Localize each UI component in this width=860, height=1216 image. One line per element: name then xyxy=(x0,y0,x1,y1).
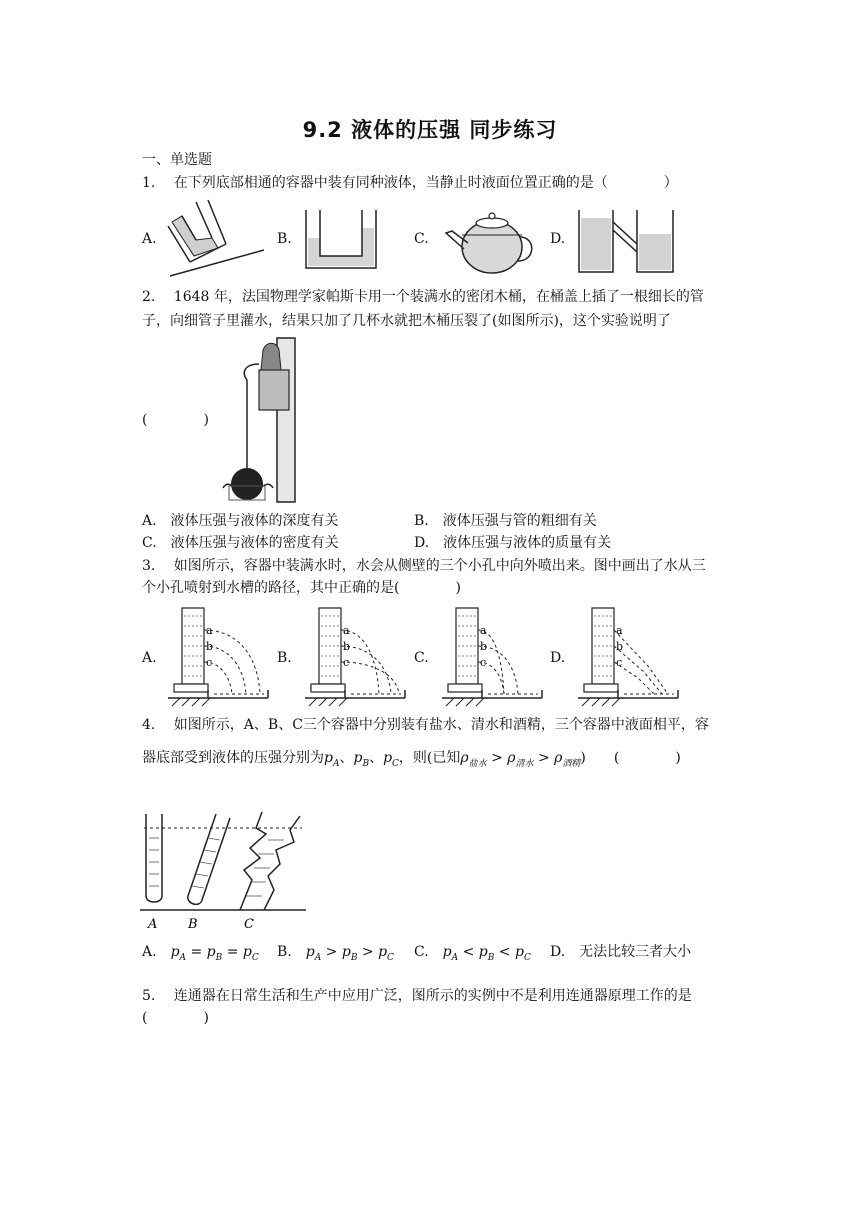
q2-stem-line1: 2. 1648 年，法国物理学家帕斯卡用一个装满水的密闭木桶，在桶盖上插了一根细长的管 xyxy=(142,289,704,305)
hole-label-c: c xyxy=(343,656,350,669)
hole-label-a: a xyxy=(206,624,213,637)
q1-figure-a xyxy=(160,200,270,280)
q4-stem-line2: 器底部受到液体的压强分别为$p_A$、$p_B$、$p_C$，则(已知$\rho_{盐水} > \rho_{清水} > \rho_{酒精}$) ( ) xyxy=(142,750,681,769)
q2-option-b[interactable]: B. 液体压强与管的粗细有关 xyxy=(414,513,597,529)
hole-label-b: b xyxy=(480,640,488,653)
hole-label-c: c xyxy=(480,656,487,669)
q3-option-d[interactable]: D. xyxy=(550,650,566,666)
q2-option-c[interactable]: C. 液体压强与液体的密度有关 xyxy=(142,535,339,551)
q1-figure-c xyxy=(440,203,540,277)
page-title: 9.2 液体的压强 同步练习 xyxy=(302,118,558,142)
q4-stem-text: 器底部受到液体的压强分别为 xyxy=(142,750,324,766)
container-label-a: A xyxy=(148,917,158,932)
hole-label-b: b xyxy=(343,640,351,653)
hole-label-c: c xyxy=(206,656,213,669)
hole-label-c: c xyxy=(616,656,623,669)
q4-option-c[interactable]: C. $p_A < p_B < p_C$ xyxy=(414,944,531,963)
q1-option-d[interactable]: D. xyxy=(550,231,566,247)
q5-stem-line1: 5. 连通器在日常生活和生产中应用广泛，图所示的实例中不是利用连通器原理工作的是 xyxy=(142,988,692,1004)
container-label-b: B xyxy=(188,917,198,932)
q3-figure-d xyxy=(578,606,678,708)
q2-answer-blank: ( ) xyxy=(142,412,209,428)
q1-option-a[interactable]: A. xyxy=(142,231,157,247)
q5-answer-blank: ( ) xyxy=(142,1010,209,1026)
q3-figure-c xyxy=(442,606,542,708)
q2-figure-pascal-barrel xyxy=(215,336,305,504)
q4-stem-line1: 4. 如图所示，A、B、C三个容器中分别装有盐水、清水和酒精，三个容器中液面相平，容 xyxy=(142,717,709,733)
q2-option-d[interactable]: D. 液体压强与液体的质量有关 xyxy=(414,535,612,551)
q3-figure-a xyxy=(168,606,268,708)
q2-stem-line2: 子，向细管子里灌水，结果只加了几杯水就把木桶压裂了(如图所示)，这个实验说明了 xyxy=(142,313,671,329)
q3-stem-line2: 个小孔喷射到水槽的路径，其中正确的是( ) xyxy=(142,580,461,596)
hole-label-b: b xyxy=(206,640,214,653)
q3-option-a[interactable]: A. xyxy=(142,650,157,666)
hole-label-a: a xyxy=(480,624,487,637)
q4-option-a[interactable]: A. $p_A = p_B = p_C$ xyxy=(142,944,259,963)
hole-label-b: b xyxy=(616,640,624,653)
q1-stem: 1. 在下列底部相通的容器中装有同种液体，当静止时液面位置正确的是（ ） xyxy=(142,175,678,191)
q1-option-b[interactable]: B. xyxy=(277,231,292,247)
q4-option-d[interactable]: D. 无法比较三者大小 xyxy=(550,944,692,960)
q3-option-b[interactable]: B. xyxy=(277,650,292,666)
q1-figure-d xyxy=(575,208,677,274)
q4-figure-containers xyxy=(140,800,310,935)
hole-label-a: a xyxy=(616,624,623,637)
q3-figure-b xyxy=(305,606,405,708)
q4-option-b[interactable]: B. $p_A > p_B > p_C$ xyxy=(277,944,394,963)
hole-label-a: a xyxy=(343,624,350,637)
q2-option-a[interactable]: A. 液体压强与液体的深度有关 xyxy=(142,513,339,529)
q1-figure-b xyxy=(300,208,382,274)
section-heading: 一、单选题 xyxy=(142,152,212,168)
q1-option-c[interactable]: C. xyxy=(414,231,429,247)
q3-stem-line1: 3. 如图所示，容器中装满水时，水会从侧壁的三个小孔中向外喷出来。图中画出了水从三 xyxy=(142,558,706,574)
container-label-c: C xyxy=(244,917,254,932)
q3-option-c[interactable]: C. xyxy=(414,650,429,666)
